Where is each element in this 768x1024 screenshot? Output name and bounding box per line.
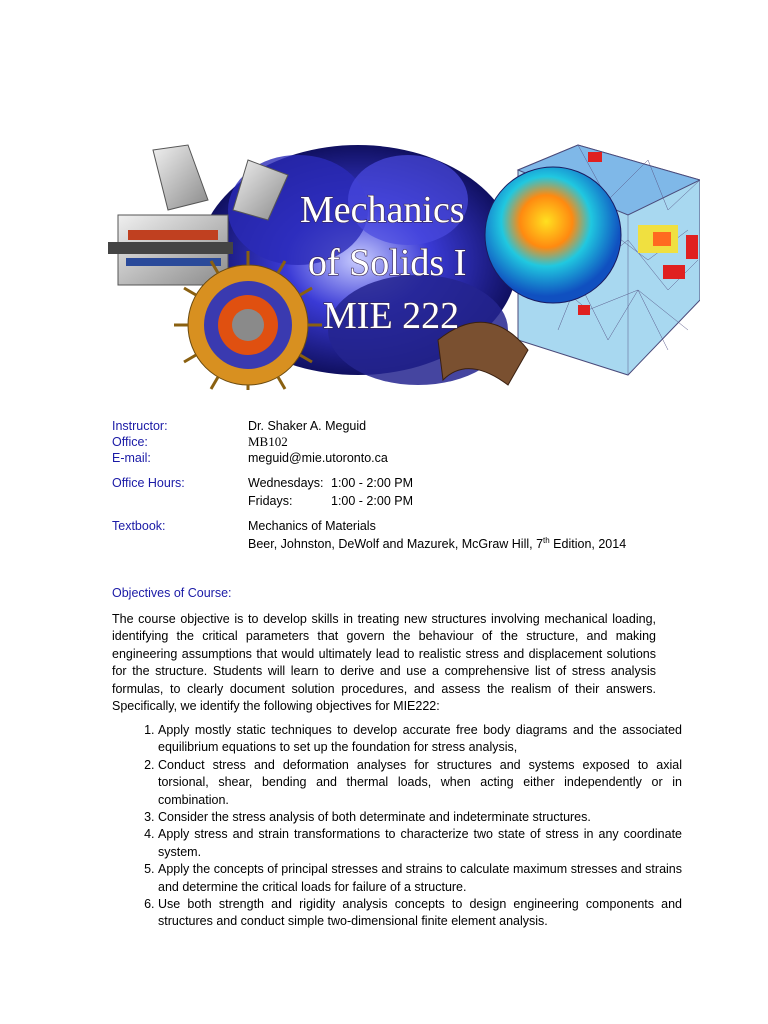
- objective-item: 5. Apply the concepts of principal stresses and strains to calculate maximum stresses and strains and determine the critical loads for failure of a structure.: [158, 861, 682, 896]
- stress-sphere-graphic: [485, 167, 621, 303]
- instructor-label: Instructor:: [112, 419, 168, 433]
- course-banner: [108, 140, 700, 390]
- objective-item: 3. Consider the stress analysis of both determinate and indeterminate structures.: [158, 809, 682, 826]
- office-hours-label: Office Hours:: [112, 476, 185, 490]
- course-title: [300, 189, 466, 337]
- office-hours-day-1: Wednesdays:: [248, 476, 324, 490]
- textbook-authors-text: Beer, Johnston, DeWolf and Mazurek, McGraw Hill, 7: [248, 537, 544, 551]
- objective-item: 1. Apply mostly static techniques to develop accurate free body diagrams and the associated equilibrium equations to set up the foundation for stress analysis,: [158, 722, 682, 757]
- objectives-list: [132, 722, 682, 931]
- office-label: Office:: [112, 435, 148, 449]
- title-line-2: of Solids I: [308, 242, 467, 284]
- office-value: MB102: [248, 434, 288, 449]
- objectives-paragraph: The course objective is to develop skills in treating new structures involving mechanical loading, identifying the critical parameters that govern the behaviour of the structure, and making engineering assumptions that would ultimately lead to realistic stress and displacement solutions for the structure. Students will learn to derive and use a comprehensive list of stress analysis formulas, to clearly document solution procedures, and assess the realism of their answers. Specifically, we identify the following objectives for MIE222:: [112, 612, 656, 714]
- office-hours-time-1: 1:00 - 2:00 PM: [331, 476, 413, 490]
- title-line-1: Mechanics: [300, 189, 465, 231]
- textbook-authors: [248, 537, 626, 551]
- objective-item: 6. Use both strength and rigidity analysis concepts to design engineering components and structures and conduct simple two-dimensional finite element analysis.: [158, 896, 682, 931]
- textbook-edition-rest: Edition, 2014: [549, 537, 627, 551]
- textbook-title: Mechanics of Materials: [248, 519, 376, 533]
- textbook-edition-sup: th: [543, 535, 550, 545]
- email-label: E-mail:: [112, 451, 151, 465]
- office-hours-time-2: 1:00 - 2:00 PM: [331, 494, 413, 508]
- objective-item: 2. Conduct stress and deformation analyses for structures and systems exposed to axial torsional, shear, bending and thermal loads, when acting either independently or in combination.: [158, 757, 682, 809]
- office-hours-day-2: Fridays:: [248, 494, 293, 508]
- email-value[interactable]: meguid@mie.utoronto.ca: [248, 451, 388, 465]
- objectives-heading: Objectives of Course:: [112, 586, 232, 600]
- objective-item: 4. Apply stress and strain transformations to characterize two state of stress in any coordinate system.: [158, 826, 682, 861]
- title-line-3: MIE 222: [323, 295, 460, 337]
- textbook-label: Textbook:: [112, 519, 166, 533]
- instructor-value: Dr. Shaker A. Meguid: [248, 419, 367, 433]
